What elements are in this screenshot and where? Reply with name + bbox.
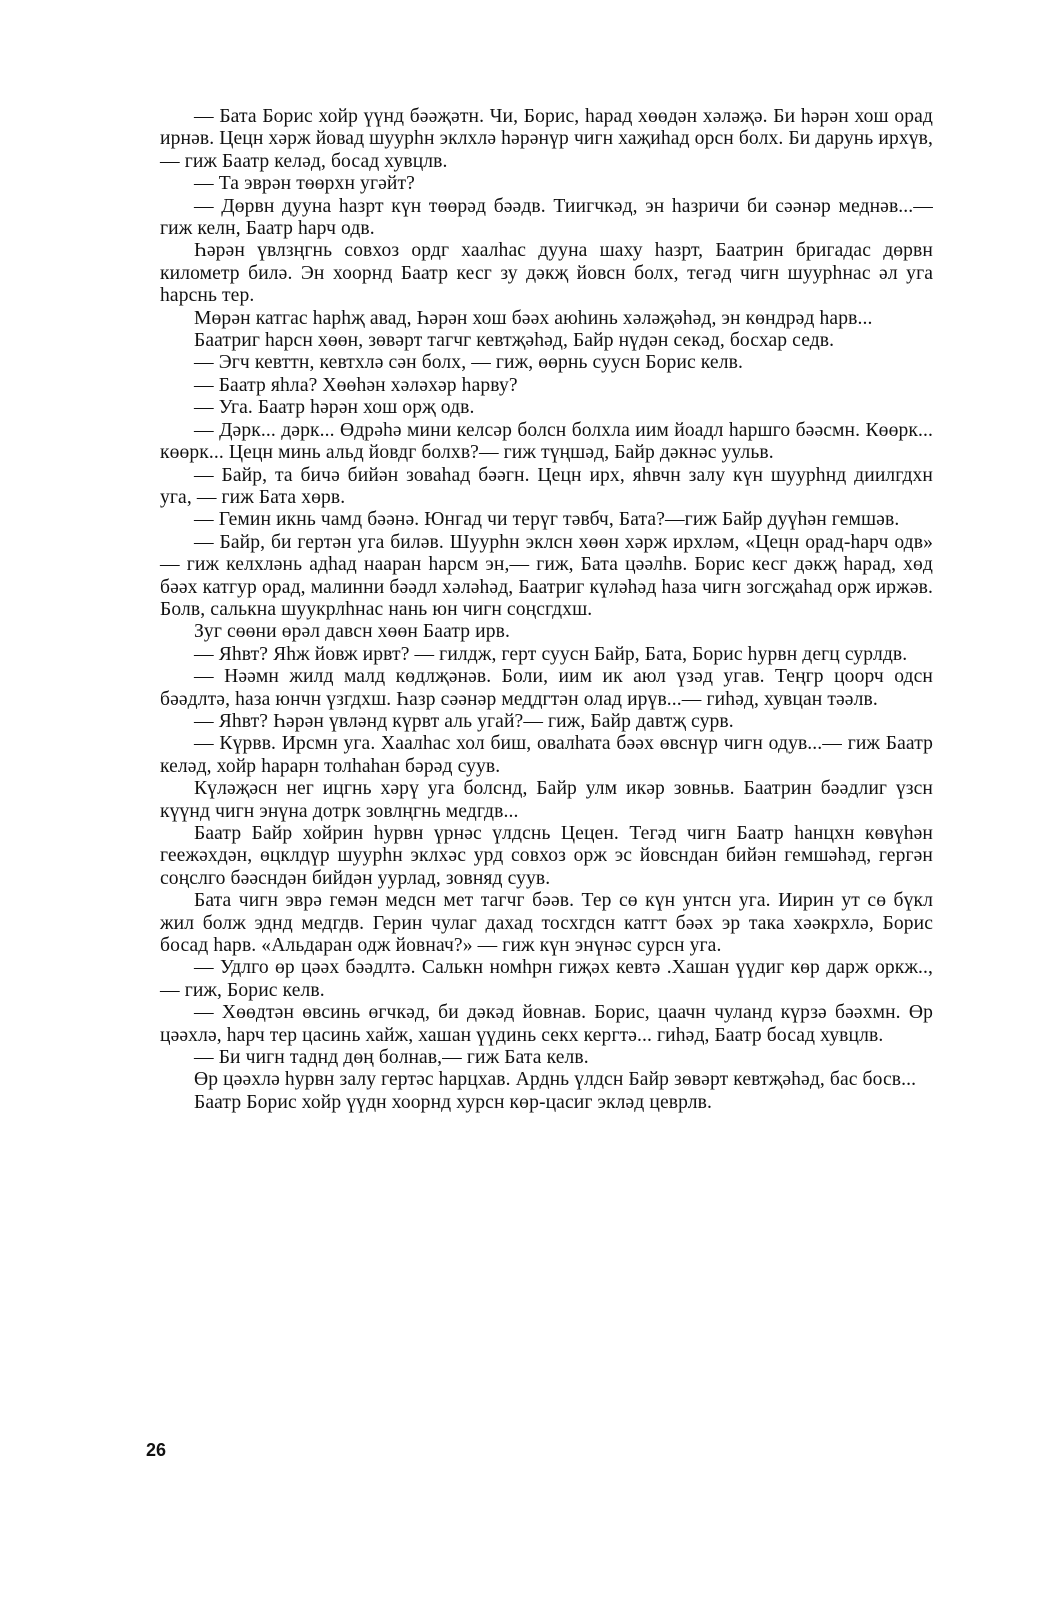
paragraph: — Баатр яһла? Хөөһән хәләхәр һарву? [194,374,518,396]
paragraph: — Яһвт? Һәрән үвләнд күрвт аль угай?— гиж, Байр давтҗ сурв. [194,710,734,732]
paragraph: — Гемин икнь чамд бәәнә. Юнгад чи терүг тәвбч, Бата?—гиж Байр дуүһән гемшәв. [194,509,900,531]
paragraph: — Яһвт? Яһж йовж ирвт? — гилдж, герт суусн Байр, Бата, Борис һурвн дегц сурлдв. [194,643,908,665]
paragraph: — Нәәмн жилд малд көдлҗәнәв. Боли, иим ик аюл үзәд угав. Теңгр цоорч одсн бәәдлтә, һаза юнчн үзгдхш. Һазр сәәнәр меддгтән олад ирүв...— гиһәд, хувцан тәәлв. [160,666,933,710]
paragraph: — Уга. Баатр һәрән хош орҗ одв. [194,397,475,419]
document-page [160,106,933,1114]
paragraph: Баатриг һарсн хөөн, зөвәрт тагчг кевтҗәһәд, Байр нүдән секәд, босхар седв. [194,330,835,352]
paragraph: Һәрән үвлзңгнь совхоз ордг хаалһас дууна шаху һазрт, Баатрин бригадас дөрвн километр билә. Эн хоорнд Баатр кесг зу дәкҗ йовсн болх, тегәд чигн шуурһнас әл уга һарснь тер. [160,240,933,307]
paragraph: — Та эврән төөрхн угәйт? [194,173,415,195]
paragraph: — Дәрк... дәрк... Өдрәһә мини келсәр болсн болхла иим йоадл һаршго бәәсмн. Көөрк... көөрк... Цецн минь альд йовдг болхв?— гиж түңшәд, Байр дәкнәс уульв. [160,419,933,464]
paragraph: — Удлго өр цәәх бәәдлтә. Салькн номһрн гиҗәх кевтә .Хашан үүдиг көр дарж оркж..,— гиж, Борис келв. [160,957,933,1001]
paragraph: — Байр, та бичә бийән зоваһад бәәгн. Цецн ирх, яһвчн залу күн шуурһнд диилгдхн уга, — гиж Бата хөрв. [160,464,933,508]
paragraph: Күләҗәсн нег ицгнь хәрү уга болснд, Байр улм икәр зовньв. Баатрин бәәдлиг үзсн күүнд чигн энүна дотрк зовлңгнь медгдв... [160,778,933,822]
paragraph: Баатр Байр хойрин һурвн үрнәс үлдснь Цецен. Тегәд чигн Баатр һанцхн көвүһән геежәхдән, өцклдүр шуурһн эклхәс урд совхоз орж эс йовсндан бийән гемшәһәд, гергән соңслго бәәсндән бийдән уурлад, зовняд суув. [160,823,933,889]
page-number: 26 [146,1440,167,1460]
paragraph: — Би чигн таднд дөң болнав,— гиж Бата келв. [194,1047,589,1069]
paragraph: Баатр Борис хойр үүдн хоорнд хурсн көр-цасиг экләд цеврлв. [194,1091,712,1113]
paragraph: Бата чигн эврә гемән медсн мет тагчг бәәв. Тер сө күн унтсн уга. Иирин ут сө бүкл жил болж эднд медгдв. Герин чулаг дахад тосхгдсн катгт бәәх эр така хәәкрхлә, Борис босад һарв. «Альдаран одж йовнач?» — гиж күн энүнәс сурсн уга. [160,890,933,957]
paragraph: — Дөрвн дууна һазрт күн төөрәд бәәдв. Тиигчкәд, эн һазричи би сәәнәр меднәв...— гиж келн, Баатр һарч одв. [160,195,933,240]
paragraph: Мөрән катгас һарһҗ авад, Һәрән хош бәәх аюһинь хәләҗәһәд, эн көндрәд һарв... [194,307,873,329]
paragraph: — Байр, би гертән уга биләв. Шуурһн эклсн хөөн хәрж ирхләм, «Цецн орад-һарч одв» — гиж келхләнь адһад нааран һарсм эн,— гиж, Бата цәәлһв. Борис кесг дәкҗ һарад, хөд бәәх катгур орад, малинни бәәдл хәләһәд, Баатриг күләһәд һаза чигн зогсҗаһад орж иржәв. Болв, салькна шуукрлһнас нань юн чигн соңсгдхш. [160,531,933,620]
paragraph: — Күрвв. Ирсмн уга. Хаалһас хол биш, овалһата бәәх өвснүр чигн одув...— гиж Баатр келәд, хойр һарарн толһаһан бәрәд суув. [160,733,933,777]
paragraph: — Хөөдтән өвсинь өгчкәд, би дәкәд йовнав. Борис, цаачн чуланд күрзә бәәхмн. Өр цәәхлә, һарч тер цасинь хайж, хашан үүдинь секх кергтә... гиһәд, Баатр босад хувцлв. [160,1002,933,1046]
paragraph: — Бата Борис хойр үүнд бәәҗәтн. Чи, Борис, һарад хөөдән хәләҗә. Би һәрән хош орад ирнәв. Цецн хәрж йовад шуурһн эклхлә һәрәнүр чигн хаҗиһад орсн болх. Би дарунь ирхүв,— гиж Баатр келәд, босад хувцлв. [160,106,933,172]
paragraph: Өр цәәхлә һурвн залу гертәс һарцхав. Арднь үлдсн Байр зөвәрт кевтҗәһәд, бас босв... [194,1069,917,1091]
paragraph: — Эгч кевттн, кевтхлә сән болх, — гиж, өөрнь суусн Борис келв. [194,352,743,374]
paragraph: Зуг сөөни өрәл давсн хөөн Баатр ирв. [194,621,510,643]
